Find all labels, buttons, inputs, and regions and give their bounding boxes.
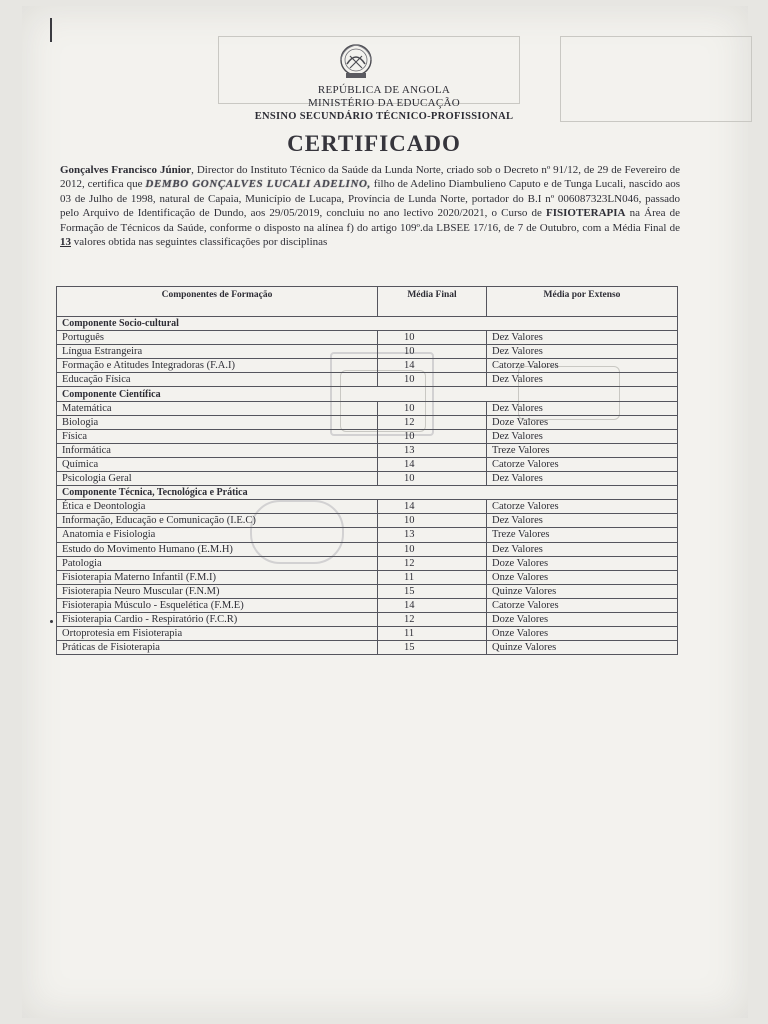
grade-cell: 11 — [378, 570, 487, 584]
subject-cell: Fisioterapia Músculo - Esquelética (F.M.E) — [57, 598, 378, 612]
grade-cell: 14 — [378, 500, 487, 514]
table-row — [57, 570, 678, 584]
table-row — [57, 359, 678, 373]
grade-words-cell: Dez Valores — [487, 542, 678, 556]
table-row — [57, 457, 678, 471]
header-republic: REPÚBLICA DE ANGOLA — [317, 84, 451, 96]
table-row — [57, 401, 678, 415]
grade-words-cell: Dez Valores — [487, 472, 678, 486]
subject-cell: Português — [57, 331, 378, 345]
grade-cell: 14 — [378, 359, 487, 373]
header-grade-in-words: Média por Extenso — [487, 287, 678, 317]
grade-words-cell: Catorze Valores — [487, 457, 678, 471]
section-title: Componente Socio-cultural — [57, 317, 678, 331]
grade-cell: 10 — [378, 401, 487, 415]
table-row — [57, 472, 678, 486]
statement-part-2: filho de Adelino Diambulieno Caputo e de Tunga Lucali, nascido aos 03 de Julho de 1998, natural de Capaia, Município de Lucapa, Província de Lunda Norte, portador do B.I nº 006087323LN046, passado pelo Arquivo de Identificação de Dundo, aos 29/05/2019, concluiu no ano lectivo 2020/2021, o Curso de — [60, 178, 681, 220]
subject-cell: Fisioterapia Cardio - Respiratório (F.C.R) — [57, 612, 378, 626]
certificate-statement — [60, 163, 680, 249]
subject-cell: Física — [57, 429, 378, 443]
table-row — [57, 415, 678, 429]
table-row — [57, 598, 678, 612]
grade-words-cell: Dez Valores — [487, 401, 678, 415]
bullet-dot — [50, 620, 53, 623]
grade-words-cell: Dez Valores — [487, 345, 678, 359]
subject-cell: Estudo do Movimento Humano (E.M.H) — [57, 542, 378, 556]
grade-words-cell: Dez Valores — [487, 331, 678, 345]
table-row — [57, 641, 678, 655]
subject-cell: Anatomia e Fisiologia — [57, 528, 378, 542]
grade-cell: 10 — [378, 345, 487, 359]
grades-table-body — [57, 317, 678, 655]
table-row — [57, 528, 678, 542]
section-title: Componente Técnica, Tecnológica e Prática — [57, 486, 678, 500]
table-row — [57, 514, 678, 528]
grade-words-cell: Dez Valores — [487, 373, 678, 387]
subject-cell: Educação Física — [57, 373, 378, 387]
grade-words-cell: Catorze Valores — [487, 359, 678, 373]
header-components: Componentes de Formação — [57, 287, 378, 317]
subject-cell: Informação, Educação e Comunicação (I.E.C) — [57, 514, 378, 528]
grade-cell: 12 — [378, 556, 487, 570]
grade-cell: 13 — [378, 528, 487, 542]
subject-cell: Ortoprotesia em Fisioterapia — [57, 627, 378, 641]
subject-cell: Fisioterapia Neuro Muscular (F.N.M) — [57, 584, 378, 598]
subject-cell: Matemática — [57, 401, 378, 415]
table-row — [57, 584, 678, 598]
subject-cell: Patologia — [57, 556, 378, 570]
table-row — [57, 556, 678, 570]
subject-cell: Informática — [57, 443, 378, 457]
grade-words-cell: Quinze Valores — [487, 641, 678, 655]
section-row — [57, 486, 678, 500]
section-title: Componente Científica — [57, 387, 678, 401]
grade-cell: 15 — [378, 641, 487, 655]
grade-words-cell: Catorze Valores — [487, 500, 678, 514]
table-row — [57, 373, 678, 387]
statement-part-4: valores obtida nas seguintes classificações por disciplinas — [71, 236, 328, 249]
grade-cell: 11 — [378, 627, 487, 641]
table-row — [57, 429, 678, 443]
grade-words-cell: Onze Valores — [487, 627, 678, 641]
statement-part-3: na Área de Formação de Técnicos da Saúde, conforme o disposto na alínea f) do artigo 109º.da LBSEE 17/16, de 7 de Outubro, com a Média Final de — [60, 207, 681, 234]
angola-emblem-icon — [338, 42, 374, 82]
table-row — [57, 443, 678, 457]
section-row — [57, 317, 678, 331]
table-header-row — [57, 287, 678, 317]
subject-cell: Química — [57, 457, 378, 471]
table-row — [57, 500, 678, 514]
grades-table — [56, 286, 678, 655]
grade-cell: 10 — [378, 542, 487, 556]
header-education-level: ENSINO SECUNDÁRIO TÉCNICO-PROFISSIONAL — [254, 111, 514, 122]
student-name: DEMBO GONÇALVES LUCALI ADELINO, — [145, 178, 371, 191]
grade-cell: 10 — [378, 331, 487, 345]
subject-cell: Ética e Deontologia — [57, 500, 378, 514]
header-final-grade: Média Final — [378, 287, 487, 317]
grade-words-cell: Catorze Valores — [487, 598, 678, 612]
statement-part-1: , Director do Instituto Técnico da Saúde da Lunda Norte, criado sob o Decreto nº 91/12, de 29 de Fevereiro de 2012, certifica que — [60, 164, 680, 191]
grade-cell: 10 — [378, 373, 487, 387]
subject-cell: Língua Estrangeira — [57, 345, 378, 359]
table-row — [57, 331, 678, 345]
table-row — [57, 542, 678, 556]
grade-cell: 14 — [378, 598, 487, 612]
header-ministry: MINISTÉRIO DA EDUCAÇÃO — [307, 97, 461, 109]
grade-cell: 10 — [378, 429, 487, 443]
subject-cell: Psicologia Geral — [57, 472, 378, 486]
table-row — [57, 345, 678, 359]
table-row — [57, 612, 678, 626]
subject-cell: Fisioterapia Materno Infantil (F.M.I) — [57, 570, 378, 584]
grade-words-cell: Treze Valores — [487, 528, 678, 542]
grade-words-cell: Onze Valores — [487, 570, 678, 584]
grade-cell: 12 — [378, 612, 487, 626]
certificate-title: CERTIFICADO — [287, 131, 461, 156]
grade-cell: 10 — [378, 514, 487, 528]
grade-cell: 13 — [378, 443, 487, 457]
grade-cell: 10 — [378, 472, 487, 486]
section-row — [57, 387, 678, 401]
grade-words-cell: Quinze Valores — [487, 584, 678, 598]
grade-words-cell: Doze Valores — [487, 415, 678, 429]
grade-words-cell: Doze Valores — [487, 556, 678, 570]
grade-words-cell: Dez Valores — [487, 429, 678, 443]
grade-cell: 15 — [378, 584, 487, 598]
course-name: FISIOTERAPIA — [546, 207, 626, 220]
grade-cell: 14 — [378, 457, 487, 471]
subject-cell: Formação e Atitudes Integradoras (F.A.I) — [57, 359, 378, 373]
table-row — [57, 627, 678, 641]
grade-words-cell: Treze Valores — [487, 443, 678, 457]
margin-mark — [50, 18, 52, 42]
subject-cell: Biologia — [57, 415, 378, 429]
final-average: 13 — [60, 236, 71, 249]
grade-words-cell: Dez Valores — [487, 514, 678, 528]
grade-cell: 12 — [378, 415, 487, 429]
subject-cell: Práticas de Fisioterapia — [57, 641, 378, 655]
grade-words-cell: Doze Valores — [487, 612, 678, 626]
director-name: Gonçalves Francisco Júnior — [60, 164, 192, 176]
